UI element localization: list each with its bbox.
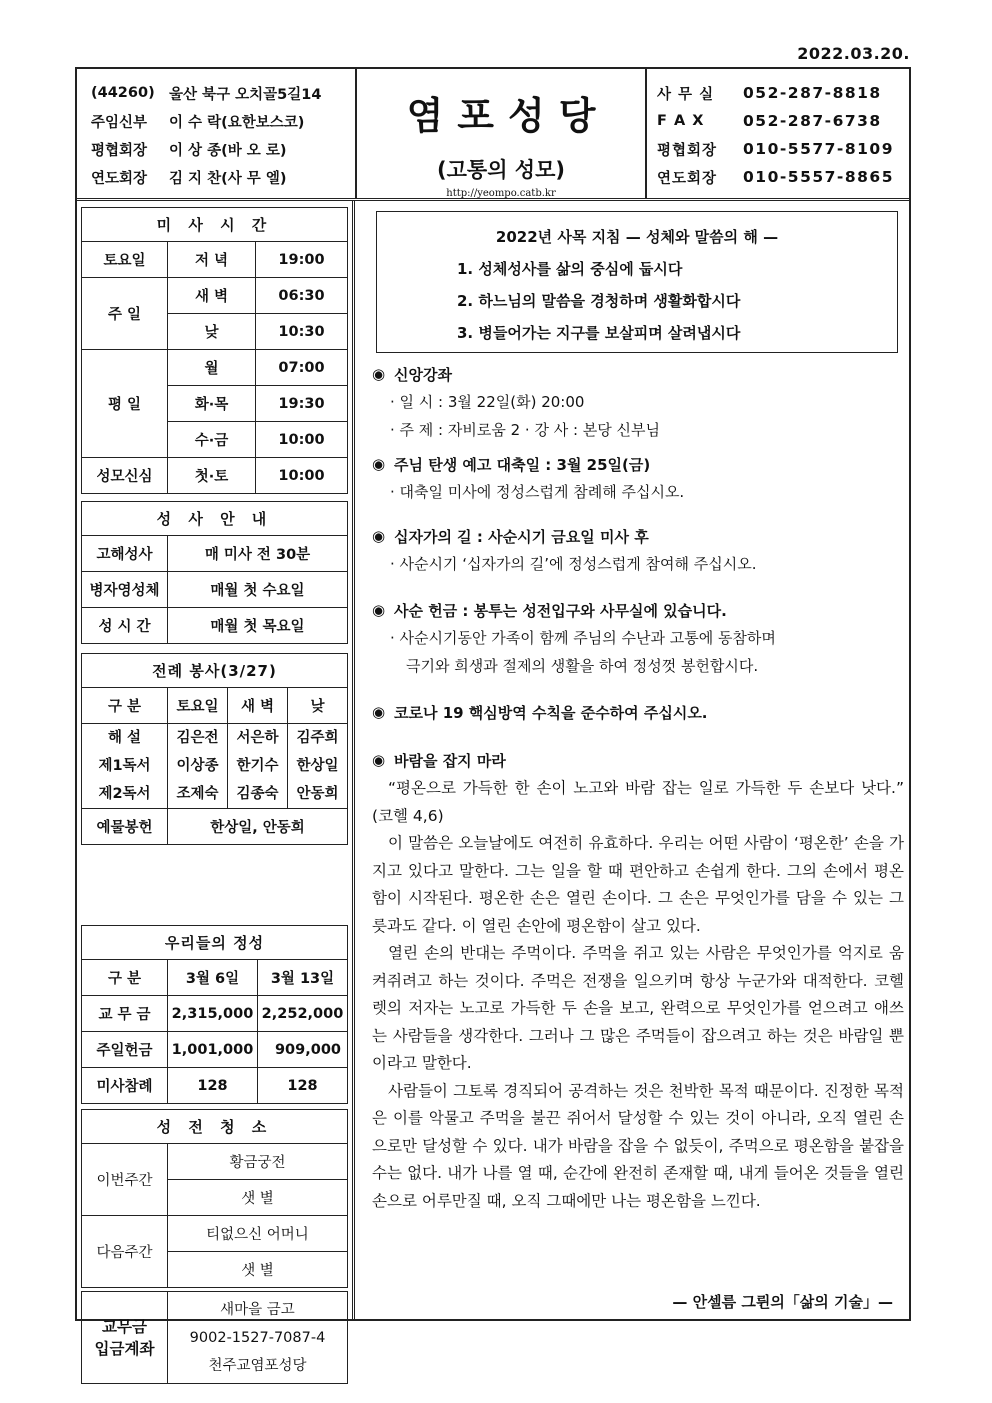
office-row <box>657 79 909 107</box>
bullet-icon: ◉ <box>372 527 386 545</box>
bullet-icon: ◉ <box>372 751 386 769</box>
liturgy-day-cell <box>288 724 348 809</box>
notice-annunciation-heading <box>372 451 904 477</box>
fax-number: 052-287-6738 <box>743 112 882 130</box>
left-column <box>77 201 355 1374</box>
offering-label: 예물봉헌 <box>82 809 168 845</box>
liturgy-table <box>81 653 348 845</box>
cleaning-this-2: 샛 별 <box>168 1180 348 1216</box>
donation-val-2b: 909,000 <box>258 1032 348 1068</box>
vision-item-1: 1. 성체성사를 삶의 중심에 둡시다 <box>457 260 683 278</box>
reflection-p2: 이 말씀은 오늘날에도 여전히 유효하다. 우리는 어떤 사람이 ‘평온한’ 손을 가지고 있다고 말한다. 그는 일을 할 때 편안하고 손쉽게 한다. 그의 손에서 평온함이 시작된다. 평온한 손은 열린 손이다. 그 손은 무엇인가를 담을 수 있는 그릇과도 같다. 이 열린 손안에 평온함이 살고 있다. <box>372 834 904 935</box>
donation-val-3b: 128 <box>258 1068 348 1104</box>
account-number: 9002-1527-7087-4 <box>189 1329 326 1346</box>
liturgy-title: 전례 봉사(3/27) <box>82 654 348 688</box>
account-table <box>81 1291 348 1384</box>
account-label-1: 교무금 <box>102 1317 147 1336</box>
postcode: (44260) <box>91 85 155 101</box>
notice-reflection <box>372 747 904 773</box>
liturgy-header-2: 토요일 <box>168 688 228 724</box>
cleaning-next-week: 다음주간 <box>82 1216 168 1288</box>
mass-mary-when: 첫·토 <box>168 458 256 494</box>
pastoral-vision-box <box>376 211 898 353</box>
mass-week-when-3: 수·금 <box>168 422 256 458</box>
notice-faith-line1: · 일 시 : 3월 22일(화) 20:00 <box>390 392 585 411</box>
cleaning-this-week: 이번주간 <box>82 1144 168 1216</box>
mass-times-table <box>81 207 348 494</box>
sacrament-val-3: 매월 첫 목요일 <box>168 608 348 644</box>
mass-week-time-3: 10:00 <box>256 422 348 458</box>
mass-week-day: 평 일 <box>82 350 168 458</box>
prayer-phone-label: 연도회장 <box>657 170 718 187</box>
sacrament-table <box>81 501 348 644</box>
council-row <box>91 135 355 163</box>
office-phone: 052-287-8818 <box>743 84 882 102</box>
council-phone-row <box>657 135 909 163</box>
header-title-block <box>357 69 647 198</box>
liturgy-dawn-2: 한기수 <box>236 758 279 774</box>
mass-sun-time-1: 06:30 <box>256 278 348 314</box>
council-name: 이 상 종(바 오 로) <box>169 142 287 159</box>
sacrament-val-2: 매월 첫 수요일 <box>168 572 348 608</box>
bulletin-frame <box>75 67 911 1374</box>
fax-row <box>657 107 909 135</box>
liturgy-sat-cell <box>168 724 228 809</box>
reflection-p4: 사람들이 그토록 경직되어 공격하는 것은 천박한 목적 때문이다. 진정한 목적은 이를 악물고 주먹을 불끈 쥐어서 달성할 수 있는 것이 아니라, 오직 열린 손으로만 달성할 수 있다. 내가 바람을 잡을 수 없듯이, 주먹으로 평온함을 붙잡을 수는 없다. 내가 나를 열 때, 순간에 완전히 존재할 때, 내게 들어온 것들을 열린 손으로 어루만질 때, 오직 그때에만 나는 평온함을 느낀다. <box>372 1081 904 1210</box>
offering-names: 한상일, 안동희 <box>168 809 348 845</box>
liturgy-header-3: 새 벽 <box>228 688 288 724</box>
address: 울산 북구 오치골5길14 <box>169 86 322 103</box>
notice-corona-heading <box>372 699 904 725</box>
pastor-row <box>91 107 355 135</box>
reflection-signature: — 안셀름 그륀의「삶의 기술」— <box>672 1293 893 1311</box>
mass-times-title: 미 사 시 간 <box>82 208 348 242</box>
mass-sun-time-2: 10:30 <box>256 314 348 350</box>
sacrament-key-3: 성 시 간 <box>82 608 168 644</box>
vision-item-2: 2. 하느님의 말씀을 경청하며 생활화합시다 <box>457 292 741 310</box>
notice-stations <box>372 523 904 577</box>
liturgy-role-3: 제2독서 <box>98 786 151 802</box>
liturgy-dawn-3: 김종숙 <box>236 786 279 802</box>
account-label-2: 입금계좌 <box>94 1339 155 1358</box>
reflection-p3: 열린 손의 반대는 주먹이다. 주먹을 쥐고 있는 사람은 무엇인가를 억지로 움켜쥐려고 하는 것이다. 주먹은 전쟁을 일으키며 항상 누군가와 대적한다. 코헬렛의 저자는 노고로 가득한 두 손을 보고, 완력으로 무엇인가를 얻으려고 애쓰는 사람들을 생각한다. 그러나 그 많은 주먹들이 잡으려고 하는 것은 바람일 뿐이라고 말한다. <box>372 944 904 1072</box>
bullet-icon: ◉ <box>372 365 386 383</box>
notice-faith-line2: · 주 제 : 자비로움 2 · 강 사 : 본당 신부님 <box>390 420 661 439</box>
bullet-icon: ◉ <box>372 703 386 721</box>
notice-faith-heading <box>372 361 904 387</box>
fax-label: F A X <box>657 113 705 129</box>
pastor-label: 주임신부 <box>91 114 148 131</box>
notice-annunciation-title: 주님 탄생 예고 대축일 : 3월 25일(금) <box>394 455 651 474</box>
cleaning-next-1: 티없으신 어머니 <box>168 1216 348 1252</box>
mass-mary-day: 성모신심 <box>82 458 168 494</box>
mass-sun-when-2: 낮 <box>168 314 256 350</box>
donation-val-1b: 2,252,000 <box>258 996 348 1032</box>
donation-header-1: 구 분 <box>82 960 168 996</box>
mass-sun-when-1: 새 벽 <box>168 278 256 314</box>
cleaning-title: 성 전 청 소 <box>82 1110 348 1144</box>
notice-lent-line1: · 사순시기동안 가족이 함께 주님의 수난과 고통에 동참하며 <box>390 628 776 647</box>
notice-corona <box>372 699 904 725</box>
parish-subtitle: (고통의 성모) <box>437 158 565 182</box>
parish-url[interactable]: http://yeompo.catb.kr <box>446 188 556 199</box>
notice-lent <box>372 597 904 679</box>
council-phone-label: 평협회장 <box>657 142 718 159</box>
cleaning-next-2: 샛 별 <box>168 1252 348 1288</box>
liturgy-header-1: 구 분 <box>82 688 168 724</box>
cleaning-this-1: 황금궁전 <box>168 1144 348 1180</box>
donation-key-2: 주일헌금 <box>82 1032 168 1068</box>
donation-val-2a: 1,001,000 <box>168 1032 258 1068</box>
notice-stations-line1: · 사순시기 ‘십자가의 길’에 정성스럽게 참여해 주십시오. <box>390 554 757 573</box>
cleaning-table <box>81 1109 348 1288</box>
bullet-icon: ◉ <box>372 455 386 473</box>
donation-table <box>81 925 348 1104</box>
donation-title: 우리들의 정성 <box>82 926 348 960</box>
mass-week-when-1: 월 <box>168 350 256 386</box>
liturgy-sat-1: 김은전 <box>176 730 219 746</box>
liturgy-day-1: 김주희 <box>296 730 339 746</box>
header-contacts <box>647 69 909 198</box>
sacrament-val-1: 매 미사 전 30분 <box>168 536 348 572</box>
notice-annunciation-line1: · 대축일 미사에 정성스럽게 참례해 주십시오. <box>390 482 685 501</box>
notice-corona-title: 코로나 19 핵심방역 수칙을 준수하여 주십시오. <box>394 703 708 722</box>
account-label-cell <box>82 1292 168 1384</box>
prayer-label: 연도회장 <box>91 170 148 187</box>
liturgy-sat-3: 조제숙 <box>176 786 219 802</box>
reflection-p1: “평온으로 가득한 한 손이 노고와 바람 잡는 일로 가득한 두 손보다 낫다.” (코헬 4,6) <box>372 779 904 825</box>
notice-faith <box>372 361 904 443</box>
sacrament-key-2: 병자영성체 <box>82 572 168 608</box>
prayer-phone: 010-5557-8865 <box>743 168 895 186</box>
vision-item-3: 3. 병들어가는 지구를 보살피며 살려냅시다 <box>457 324 741 342</box>
mass-sat-when: 저 녁 <box>168 242 256 278</box>
notice-reflection-heading <box>372 747 904 773</box>
notice-lent-title: 사순 헌금 : 봉투는 성전입구와 사무실에 있습니다. <box>394 601 727 620</box>
council-label: 평협회장 <box>91 142 148 159</box>
notice-reflection-title: 바람을 잡지 마라 <box>394 751 506 770</box>
notice-annunciation <box>372 451 904 505</box>
donation-val-1a: 2,315,000 <box>168 996 258 1032</box>
vision-title: 2022년 사목 지침 — 성체와 말씀의 해 — <box>495 228 779 246</box>
liturgy-role-1: 해 설 <box>107 730 142 746</box>
account-info-cell <box>168 1292 348 1384</box>
mass-sat-day: 토요일 <box>82 242 168 278</box>
donation-key-1: 교 무 금 <box>82 996 168 1032</box>
sacrament-key-1: 고해성사 <box>82 536 168 572</box>
issue-date: 2022.03.20. <box>797 44 910 63</box>
right-column <box>358 201 909 1321</box>
donation-header-2: 3월 6일 <box>168 960 258 996</box>
parish-title: 염포성당 <box>406 94 610 138</box>
mass-week-time-2: 19:30 <box>256 386 348 422</box>
bullet-icon: ◉ <box>372 601 386 619</box>
header-info-left <box>77 69 357 198</box>
liturgy-role-2: 제1독서 <box>98 758 151 774</box>
mass-sun-day: 주 일 <box>82 278 168 350</box>
donation-val-3a: 128 <box>168 1068 258 1104</box>
council-phone: 010-5577-8109 <box>743 140 895 158</box>
liturgy-header-4: 낮 <box>288 688 348 724</box>
notice-stations-title: 십자가의 길 : 사순시기 금요일 미사 후 <box>394 527 649 546</box>
liturgy-dawn-1: 서은하 <box>236 730 279 746</box>
donation-key-3: 미사참례 <box>82 1068 168 1104</box>
liturgy-day-2: 한상일 <box>296 758 339 774</box>
liturgy-day-3: 안동희 <box>296 786 339 802</box>
pastor-name: 이 수 락(요한보스코) <box>169 114 305 131</box>
office-label: 사 무 실 <box>657 86 715 103</box>
mass-week-when-2: 화·목 <box>168 386 256 422</box>
donation-header-3: 3월 13일 <box>258 960 348 996</box>
notice-faith-title: 신앙강좌 <box>394 365 452 384</box>
mass-sat-time: 19:00 <box>256 242 348 278</box>
prayer-row <box>91 163 355 191</box>
mass-week-time-1: 07:00 <box>256 350 348 386</box>
account-bank: 새마을 금고 <box>220 1301 295 1318</box>
reflection-body <box>372 775 904 1215</box>
address-row <box>91 79 355 107</box>
account-holder: 천주교염포성당 <box>208 1357 307 1374</box>
sacrament-title: 성 사 안 내 <box>82 502 348 536</box>
prayer-phone-row <box>657 163 909 191</box>
liturgy-sat-2: 이상종 <box>176 758 219 774</box>
notice-stations-heading <box>372 523 904 549</box>
mass-mary-time: 10:00 <box>256 458 348 494</box>
notice-lent-line2: 극기와 희생과 절제의 생활을 하여 정성껏 봉헌합시다. <box>406 656 759 675</box>
notice-lent-heading <box>372 597 904 623</box>
liturgy-role-cell <box>82 724 168 809</box>
liturgy-dawn-cell <box>228 724 288 809</box>
header <box>77 69 909 201</box>
prayer-name: 김 지 찬(사 무 엘) <box>169 170 287 187</box>
